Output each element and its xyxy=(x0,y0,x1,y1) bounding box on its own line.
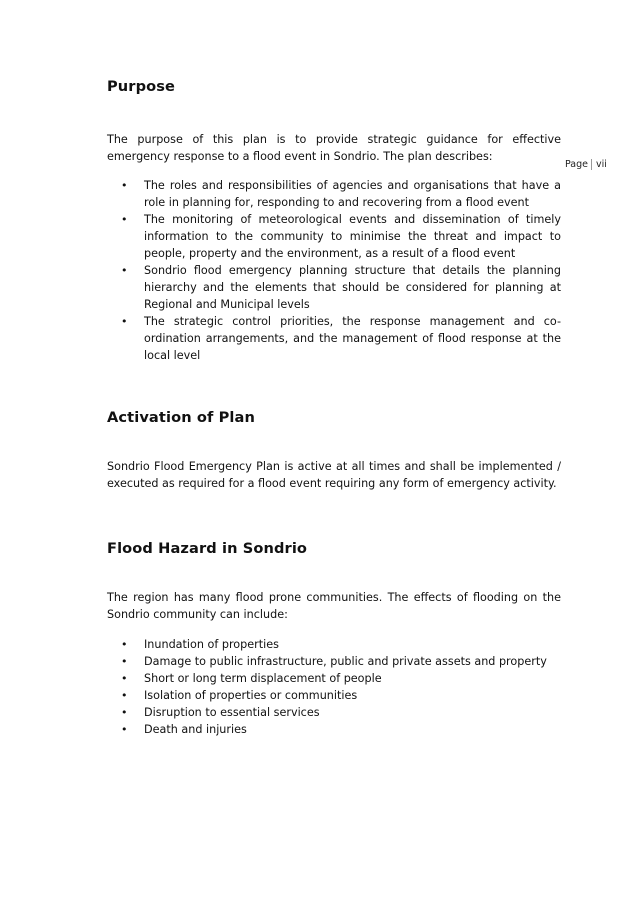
page-number-separator xyxy=(591,159,592,170)
list-item xyxy=(107,177,561,211)
bullet-icon: • xyxy=(121,672,128,685)
list-item xyxy=(107,721,561,738)
purpose-intro: The purpose of this plan is to provide strategic guidance for effective emergency response to a flood event in Sondrio. The plan describes: xyxy=(107,133,561,163)
page-number-value: vii xyxy=(596,159,607,170)
bullet-icon: • xyxy=(121,213,128,226)
purpose-list xyxy=(107,177,561,364)
page-number xyxy=(565,159,607,170)
list-item-text: The monitoring of meteorological events and dissemination of timely information to the community to minimise the threat and impact to people, property and the environment, as a result of a flood event xyxy=(144,213,561,260)
document-body xyxy=(107,78,561,738)
bullet-icon: • xyxy=(121,689,128,702)
list-item-text: Isolation of properties or communities xyxy=(144,689,358,702)
list-item-text: Disruption to essential services xyxy=(144,706,320,719)
list-item-text: Damage to public infrastructure, public and private assets and property xyxy=(144,655,547,668)
list-item-text: Inundation of properties xyxy=(144,638,279,651)
bullet-icon: • xyxy=(121,315,128,328)
list-item xyxy=(107,262,561,313)
list-item-text: The strategic control priorities, the response management and co-ordination arrangements, and the management of flood response at the local level xyxy=(144,315,561,362)
bullet-icon: • xyxy=(121,264,128,277)
list-item-text: Sondrio flood emergency planning structure that details the planning hierarchy and the elements that should be considered for planning at Regional and Municipal levels xyxy=(144,264,561,311)
activation-heading: Activation of Plan xyxy=(107,409,255,426)
purpose-heading: Purpose xyxy=(107,78,176,95)
list-item-text: The roles and responsibilities of agencies and organisations that have a role in planning for, responding to and recovering from a flood event xyxy=(144,179,561,209)
list-item xyxy=(107,670,561,687)
list-item xyxy=(107,211,561,262)
hazard-list xyxy=(107,636,561,738)
list-item xyxy=(107,653,561,670)
bullet-icon: • xyxy=(121,638,128,651)
list-item xyxy=(107,704,561,721)
activation-text: Sondrio Flood Emergency Plan is active at all times and shall be implemented / executed as required for a flood event requiring any form of emergency activity. xyxy=(107,460,561,490)
hazard-heading: Flood Hazard in Sondrio xyxy=(107,540,308,557)
list-item xyxy=(107,636,561,653)
bullet-icon: • xyxy=(121,723,128,736)
list-item-text: Short or long term displacement of people xyxy=(144,672,382,685)
list-item-text: Death and injuries xyxy=(144,723,247,736)
page-number-label: Page xyxy=(565,159,588,170)
list-item xyxy=(107,313,561,364)
bullet-icon: • xyxy=(121,179,128,192)
list-item xyxy=(107,687,561,704)
bullet-icon: • xyxy=(121,655,128,668)
bullet-icon: • xyxy=(121,706,128,719)
hazard-intro: The region has many flood prone communities. The effects of flooding on the Sondrio community can include: xyxy=(107,591,561,621)
